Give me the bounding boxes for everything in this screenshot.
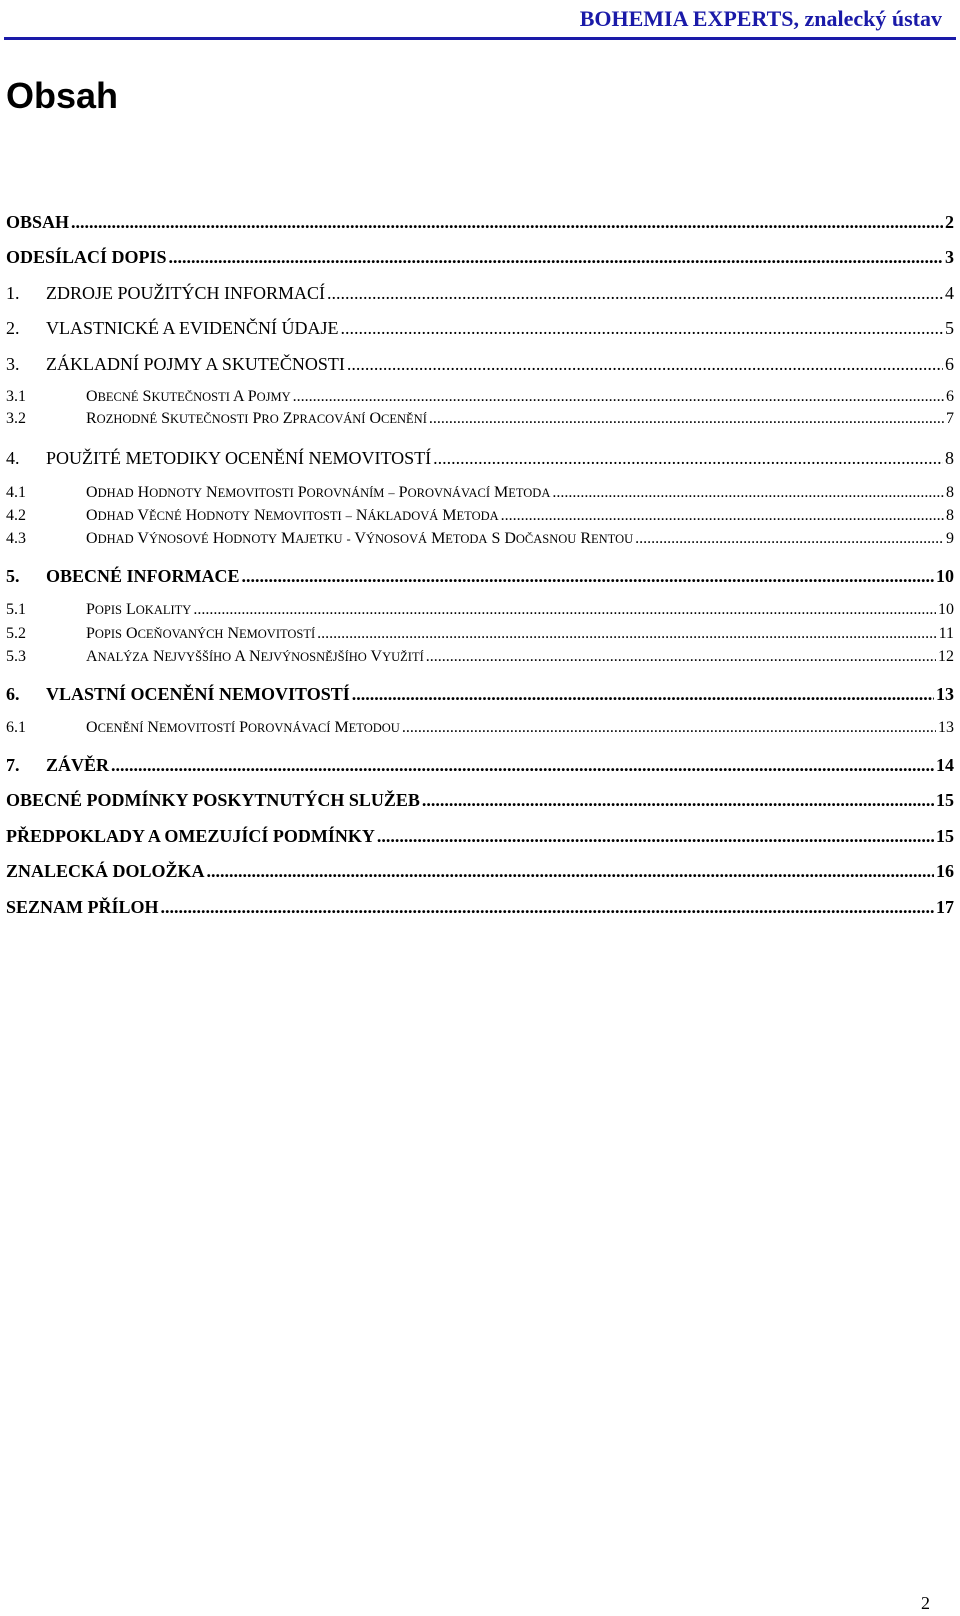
toc-entry[interactable]: [6, 566, 954, 587]
toc-entry-page: 4: [945, 283, 954, 303]
toc-entry-number: 3.2: [6, 410, 26, 427]
toc-leader-dots: [347, 354, 943, 375]
toc-entry[interactable]: [6, 283, 954, 304]
toc-leader-dots: [635, 530, 944, 548]
toc-entry-number: 5.3: [6, 648, 26, 665]
toc-entry-page: 10: [936, 566, 954, 586]
toc-entry-page: 10: [938, 601, 954, 618]
toc-entry-page: 15: [936, 790, 954, 810]
toc-entry-number: 6.: [6, 684, 20, 704]
toc-entry-page: 12: [938, 648, 954, 665]
toc-entry[interactable]: [6, 354, 954, 375]
toc-entry-page: 13: [936, 684, 954, 704]
toc-leader-dots: [111, 755, 934, 776]
toc-entry-label: VLASTNICKÉ A EVIDENČNÍ ÚDAJE: [46, 318, 339, 338]
toc-entry[interactable]: [6, 755, 954, 776]
toc-entry[interactable]: [6, 448, 954, 469]
toc-entry-page: 16: [936, 861, 954, 881]
toc-entry[interactable]: [6, 388, 954, 406]
toc-entry[interactable]: [6, 684, 954, 705]
toc-entry-label: OBECNÉ SKUTEČNOSTI A POJMY: [86, 388, 291, 405]
toc-entry-label: ZNALECKÁ DOLOŽKA: [6, 861, 205, 881]
page-title: Obsah: [6, 75, 119, 116]
toc-entry[interactable]: [6, 790, 954, 811]
toc-entry[interactable]: [6, 897, 954, 918]
toc-entry-number: 4.1: [6, 484, 26, 501]
toc-leader-dots: [426, 648, 936, 666]
toc-leader-dots: [552, 484, 944, 502]
toc-entry[interactable]: [6, 247, 954, 268]
toc-entry-page: 3: [945, 247, 954, 267]
toc-leader-dots: [161, 897, 934, 918]
toc-entry-label: ZÁKLADNÍ POJMY A SKUTEČNOSTI: [46, 354, 345, 374]
toc-entry[interactable]: [6, 410, 954, 428]
toc-entry-label: ROZHODNÉ SKUTEČNOSTI PRO ZPRACOVÁNÍ OCENĚNÍ: [86, 410, 427, 427]
toc-leader-dots: [207, 861, 934, 882]
toc-leader-dots: [327, 283, 943, 304]
toc-leader-dots: [242, 566, 934, 587]
toc-entry-page: 15: [936, 826, 954, 846]
toc-entry-page: 17: [936, 897, 954, 917]
toc-entry-page: 6: [946, 388, 954, 405]
toc-entry[interactable]: [6, 719, 954, 737]
toc-entry-number: 3.1: [6, 388, 26, 405]
toc-entry[interactable]: [6, 826, 954, 847]
toc-entry-label: ODESÍLACÍ DOPIS: [6, 247, 167, 267]
page-number: 2: [921, 1593, 930, 1613]
toc-entry-label: SEZNAM PŘÍLOH: [6, 897, 159, 917]
document-header-title: BOHEMIA EXPERTS, znalecký ústav: [579, 6, 942, 31]
toc-leader-dots: [377, 826, 934, 847]
toc-leader-dots: [169, 247, 943, 268]
toc-entry-page: 13: [938, 719, 954, 736]
toc-entry-label: POPIS LOKALITY: [86, 601, 192, 618]
toc-entry-number: 6.1: [6, 719, 26, 736]
toc-entry[interactable]: [6, 648, 954, 666]
toc-entry-page: 7: [946, 410, 954, 427]
toc-entry-label: ODHAD HODNOTY NEMOVITOSTI POROVNÁNÍM – POROVNÁVACÍ METODA: [86, 484, 551, 501]
toc-entry-label: ZÁVĚR: [46, 755, 110, 775]
toc-entry-label: PŘEDPOKLADY A OMEZUJÍCÍ PODMÍNKY: [6, 826, 375, 846]
toc-entry-number: 4.3: [6, 530, 26, 547]
toc-leader-dots: [340, 318, 943, 339]
toc-leader-dots: [352, 684, 934, 705]
toc-entry[interactable]: [6, 484, 954, 502]
toc-entry-label: POUŽITÉ METODIKY OCENĚNÍ NEMOVITOSTÍ: [46, 448, 432, 468]
toc-entry[interactable]: [6, 861, 954, 882]
toc-leader-dots: [422, 790, 934, 811]
toc-entry[interactable]: [6, 212, 954, 233]
toc-leader-dots: [429, 410, 944, 428]
toc-entry-label: ODHAD VÝNOSOVÉ HODNOTY MAJETKU - VÝNOSOVÁ METODA S DOČASNOU RENTOU: [86, 530, 634, 547]
toc-leader-dots: [433, 448, 943, 469]
toc-entry-page: 8: [946, 484, 954, 501]
toc-entry-number: 4.: [6, 448, 20, 468]
toc-entry[interactable]: [6, 507, 954, 525]
toc-entry-page: 11: [938, 625, 954, 642]
toc-entry-page: 6: [945, 354, 954, 374]
toc-leader-dots: [71, 212, 943, 233]
toc-entry-page: 2: [945, 212, 954, 232]
toc-entry-number: 4.2: [6, 507, 26, 524]
toc-entry-page: 14: [936, 755, 954, 775]
toc-entry-page: 8: [945, 448, 954, 468]
toc-entry[interactable]: [6, 601, 954, 619]
toc-entry-label: OBECNÉ INFORMACE: [46, 566, 240, 586]
toc-entry-number: 5.1: [6, 601, 26, 618]
toc-entry-number: 5.2: [6, 625, 26, 642]
toc-entry-page: 8: [946, 507, 954, 524]
toc-entry-label: OBSAH: [6, 212, 70, 232]
toc-entry-page: 5: [945, 318, 954, 338]
toc-leader-dots: [193, 601, 936, 619]
toc-entry-label: ZDROJE POUŽITÝCH INFORMACÍ: [46, 283, 326, 303]
toc-entry-number: 7.: [6, 755, 20, 775]
toc-leader-dots: [402, 719, 936, 737]
toc-entry-number: 3.: [6, 354, 20, 374]
toc-entry-label: ODHAD VĚCNÉ HODNOTY NEMOVITOSTI – NÁKLADOVÁ METODA: [86, 507, 499, 524]
toc-entry-label: OCENĚNÍ NEMOVITOSTÍ POROVNÁVACÍ METODOU: [86, 719, 400, 736]
toc-entry-number: 2.: [6, 318, 20, 338]
toc-entry-label: VLASTNÍ OCENĚNÍ NEMOVITOSTÍ: [46, 684, 350, 704]
toc-entry-label: OBECNÉ PODMÍNKY POSKYTNUTÝCH SLUŽEB: [6, 790, 420, 810]
toc-entry[interactable]: [6, 318, 954, 339]
toc-entry-number: 5.: [6, 566, 20, 586]
toc-entry-number: 1.: [6, 283, 20, 303]
toc-entry[interactable]: [6, 530, 954, 548]
toc-entry-page: 9: [946, 530, 954, 547]
header-rule: [4, 37, 956, 40]
toc-leader-dots: [501, 507, 944, 525]
toc-entry[interactable]: [6, 625, 954, 643]
toc-entry-label: POPIS OCEŇOVANÝCH NEMOVITOSTÍ: [86, 625, 316, 642]
toc-leader-dots: [293, 388, 944, 406]
toc-leader-dots: [317, 625, 936, 643]
toc-entry-label: ANALÝZA NEJVYŠŠÍHO A NEJVÝNOSNĚJŠÍHO VYUŽITÍ: [86, 648, 424, 665]
